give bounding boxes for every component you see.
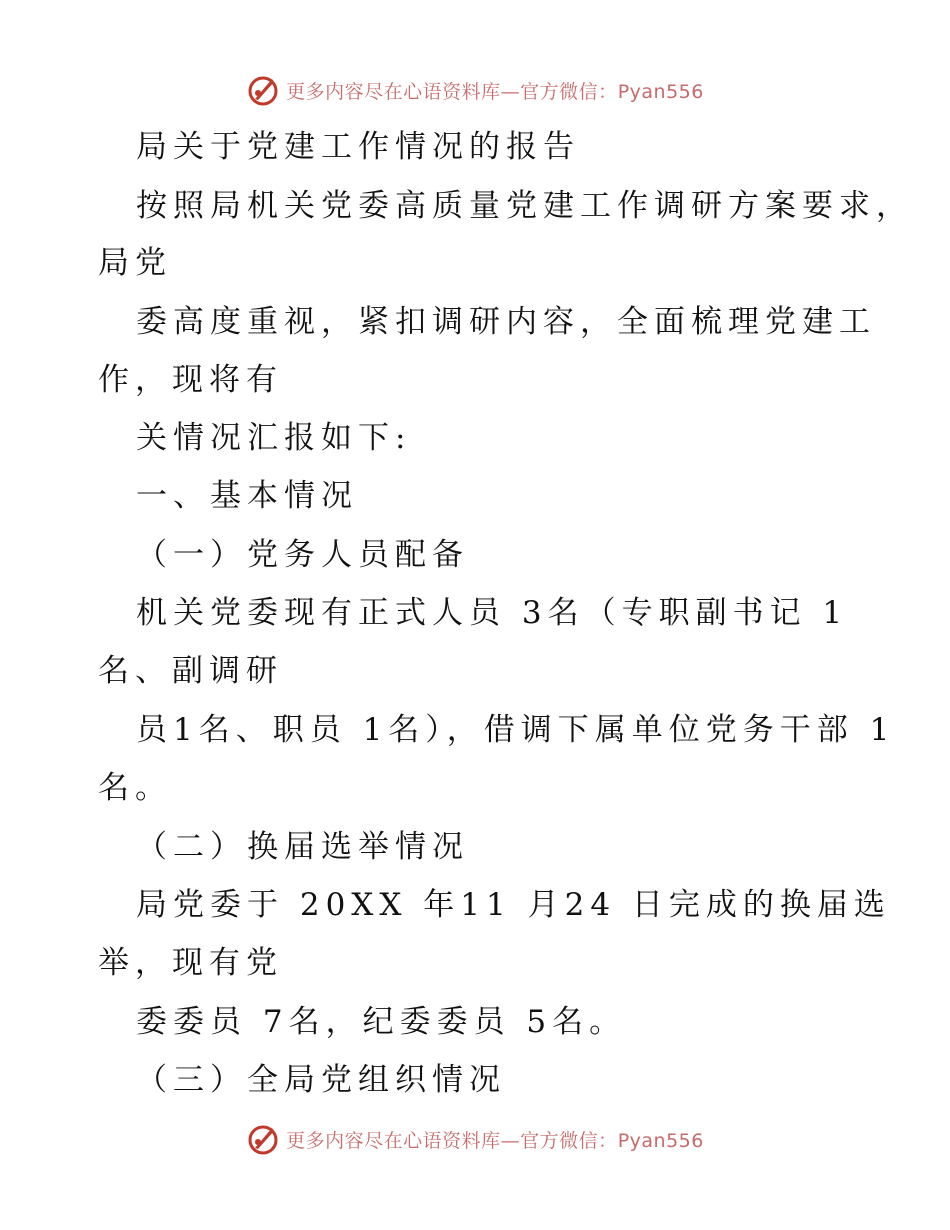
doc-line: 委高度重视，紧扣调研内容，全面梳理党建工 [136,304,876,340]
watermark-text [286,1126,704,1153]
section-heading: 一、基本情况 [136,478,358,514]
doc-line: 名、副调研 [98,653,283,689]
watermark-banner-bottom [0,1119,950,1159]
doc-line: 按照局机关党委高质量党建工作调研方案要求， [136,188,913,224]
watermark-separator: — [500,80,521,103]
doc-line: 作，现将有 [98,362,283,398]
doc-line: 局党委于 20XX 年11 月24 日完成的换届选 [136,887,891,923]
subsection-heading: （二）换届选举情况 [136,829,469,865]
quill-seal-icon [246,1122,280,1156]
subsection-heading: （一）党务人员配备 [136,537,469,573]
doc-title: 局关于党建工作情况的报告 [136,129,580,165]
doc-line: 员1名、职员 1名），借调下属单位党务干部 1 [136,712,896,748]
watermark-wechat-label: 官方微信： [520,1129,618,1152]
doc-line: 机关党委现有正式人员 3名（专职副书记 1 [136,595,849,631]
watermark-wechat-label: 官方微信： [520,80,618,103]
doc-line: 关情况汇报如下: [136,420,412,456]
doc-line: 委委员 7名，纪委委员 5名。 [136,1004,627,1040]
watermark-site-text: 更多内容尽在心语资料库 [286,1129,501,1152]
doc-line: 局党 [98,245,172,281]
doc-line: 名。 [98,770,172,806]
doc-line: 举，现有党 [98,945,283,981]
watermark-wechat-id: Pyan556 [617,80,704,103]
watermark-separator: — [500,1129,521,1152]
subsection-heading: （三）全局党组织情况 [136,1062,506,1098]
watermark-wechat-id: Pyan556 [617,1129,704,1152]
watermark-site-text: 更多内容尽在心语资料库 [286,80,501,103]
